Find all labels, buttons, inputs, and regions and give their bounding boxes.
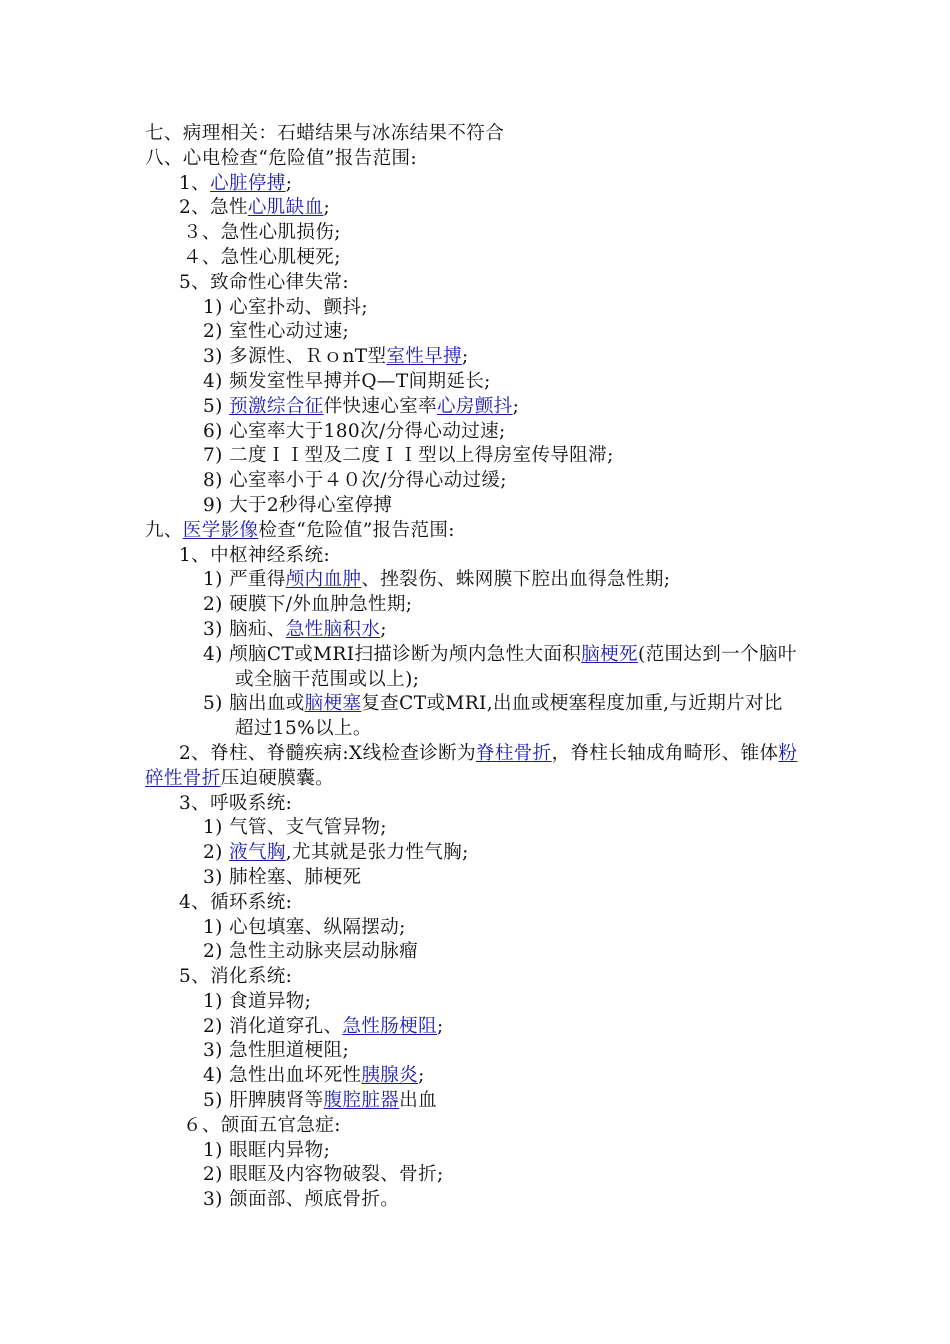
text-run: 1) 食道异物; — [203, 990, 312, 1012]
text-run: ; — [380, 618, 387, 640]
text-run: ; — [285, 172, 293, 194]
text-run: 1、 — [179, 172, 211, 194]
text-run: 5) — [203, 395, 230, 417]
text-run: 2、脊柱、脊髓疾病:X线检查诊断为 — [179, 742, 476, 764]
text-run: 压迫硬膜囊。 — [220, 767, 335, 789]
text-line — [145, 916, 825, 941]
term-link[interactable]: 心脏停搏 — [210, 172, 286, 194]
term-link[interactable]: 脑梗死 — [581, 643, 638, 665]
term-link[interactable]: 液气胸 — [229, 842, 286, 864]
text-line — [145, 1163, 825, 1188]
text-run: 5) 脑出血或 — [203, 693, 305, 715]
text-run: 3) 急性胆道梗阻; — [203, 1040, 350, 1062]
text-line — [145, 147, 825, 172]
text-run: ３、急性心肌损伤; — [183, 222, 341, 244]
text-line — [145, 940, 825, 965]
text-line — [145, 271, 825, 296]
document-body — [145, 122, 825, 1213]
text-line — [145, 1188, 825, 1213]
text-line — [145, 196, 825, 221]
text-run: 七、病理相关：石蜡结果与冰冻结果不符合 — [145, 123, 505, 144]
term-link[interactable]: 心房颤抖 — [437, 395, 513, 417]
text-line — [145, 395, 825, 420]
text-line — [145, 1139, 825, 1164]
text-line — [145, 866, 825, 891]
text-line — [145, 990, 825, 1015]
text-line — [145, 370, 825, 395]
text-run: 1) 严重得 — [203, 569, 286, 591]
text-run: 3) 颌面部、颅底骨折。 — [203, 1189, 400, 1211]
text-run: 检查“危险值”报告范围: — [258, 519, 455, 541]
text-line — [145, 246, 825, 271]
text-line — [145, 320, 825, 345]
term-link[interactable]: 胰腺炎 — [361, 1065, 419, 1087]
text-line — [145, 568, 825, 593]
text-run: ; — [437, 1015, 444, 1037]
text-line — [145, 593, 825, 618]
term-link[interactable]: 急性肠梗阻 — [342, 1015, 437, 1037]
term-link[interactable]: 急性脑积水 — [285, 618, 381, 640]
text-run: 1) 心室扑动、颤抖; — [203, 296, 369, 318]
text-run: 4) 频发室性早搏并Q—T间期延长; — [203, 370, 491, 392]
text-run: 5、消化系统: — [179, 966, 293, 988]
text-run: 5) 肝脾胰肾等 — [203, 1090, 324, 1112]
text-run: 7) 二度ＩＩ型及二度ＩＩ型以上得房室传导阻滞; — [203, 445, 614, 467]
text-run: 2、急性 — [179, 197, 248, 219]
text-line — [145, 296, 825, 321]
text-run: 2) 眼眶及内容物破裂、骨折; — [203, 1164, 444, 1186]
term-link[interactable]: 预激综合征 — [229, 395, 324, 417]
text-line — [145, 469, 825, 494]
text-run: 2) — [203, 842, 230, 864]
text-line — [145, 1114, 825, 1139]
text-run: 出血 — [399, 1090, 437, 1112]
text-run: 1、中枢神经系统: — [179, 544, 331, 566]
text-run: 九、 — [145, 519, 183, 541]
text-run: 3、呼吸系统: — [179, 792, 293, 814]
text-run: 6) 心室率大于180次/分得心动过速; — [203, 420, 506, 442]
text-line — [145, 1064, 825, 1089]
text-line — [145, 792, 825, 817]
text-run: 4) 颅脑CT或MRI扫描诊断为颅内急性大面积 — [203, 643, 582, 665]
text-line — [145, 444, 825, 469]
term-link[interactable]: 医学影像 — [182, 519, 259, 541]
text-line — [145, 643, 800, 693]
text-run: 2) 室性心动过速; — [203, 321, 350, 343]
text-line — [145, 742, 810, 792]
text-run: 2) 急性主动脉夹层动脉瘤 — [203, 941, 419, 963]
text-line — [145, 965, 825, 990]
text-run: 1) 气管、支气管异物; — [203, 817, 387, 839]
term-link[interactable]: 脑梗塞 — [304, 693, 362, 715]
text-run: (范围达到一个脑叶或全脑干范围或以上); — [235, 643, 797, 690]
text-run: ; — [418, 1065, 425, 1087]
text-run: 、挫裂伤、蛛网膜下腔出血得急性期; — [361, 569, 671, 591]
text-run: 八、心电检查“危险值”报告范围: — [145, 147, 418, 169]
text-run: ，脊柱长轴成角畸形、锥体 — [551, 742, 779, 764]
text-run: 4) 急性出血坏死性 — [203, 1065, 362, 1087]
text-line — [145, 519, 825, 544]
text-run: 3) 脑疝、 — [203, 618, 286, 640]
text-run: 1) 心包填塞、纵隔摆动; — [203, 916, 406, 938]
term-link[interactable]: 脊柱骨折 — [475, 742, 552, 764]
text-run: 8) 心室率小于４０次/分得心动过缓; — [203, 470, 507, 492]
text-run: 伴快速心室率 — [323, 395, 437, 417]
text-line — [145, 172, 825, 197]
term-link[interactable]: 心肌缺血 — [247, 197, 324, 219]
text-line — [145, 816, 825, 841]
text-line — [145, 1039, 825, 1064]
text-run: 9) 大于2秒得心室停搏 — [203, 494, 393, 516]
text-run: 3) 肺栓塞、肺梗死 — [203, 866, 362, 888]
text-line — [145, 618, 825, 643]
text-line — [145, 692, 800, 742]
text-run: ４、急性心肌梗死; — [183, 246, 341, 268]
term-link[interactable]: 室性早搏 — [386, 346, 463, 368]
text-run: 2) 硬膜下/外血肿急性期; — [203, 594, 413, 616]
text-run: ; — [462, 346, 469, 368]
term-link[interactable]: 腹腔脏器 — [323, 1090, 400, 1112]
text-run: 1) 眼眶内异物; — [203, 1139, 331, 1161]
term-link[interactable]: 粉碎性骨折 — [145, 742, 798, 789]
text-run: 5、致命性心律失常: — [179, 271, 350, 293]
text-line — [145, 221, 825, 246]
text-line — [145, 345, 825, 370]
text-line — [145, 1089, 825, 1114]
text-line — [145, 891, 825, 916]
text-run: 复查CT或MRI,出血或梗塞程度加重,与近期片对比超过15%以上。 — [235, 693, 783, 740]
text-line — [145, 1015, 825, 1040]
text-run: ,尤其就是张力性气胸; — [285, 842, 469, 864]
text-line — [145, 420, 825, 445]
text-run: ６、颌面五官急症: — [183, 1114, 341, 1136]
text-run: 2) 消化道穿孔、 — [203, 1015, 343, 1037]
text-line — [145, 841, 825, 866]
text-line — [145, 122, 825, 147]
text-run: 3) 多源性、ＲｏnT型 — [203, 346, 387, 368]
text-run: ; — [323, 197, 331, 219]
text-run: 4、循环系统: — [179, 891, 293, 913]
text-run: ; — [512, 395, 520, 417]
term-link[interactable]: 颅内血肿 — [285, 569, 362, 591]
text-line — [145, 494, 825, 519]
text-line — [145, 544, 825, 569]
